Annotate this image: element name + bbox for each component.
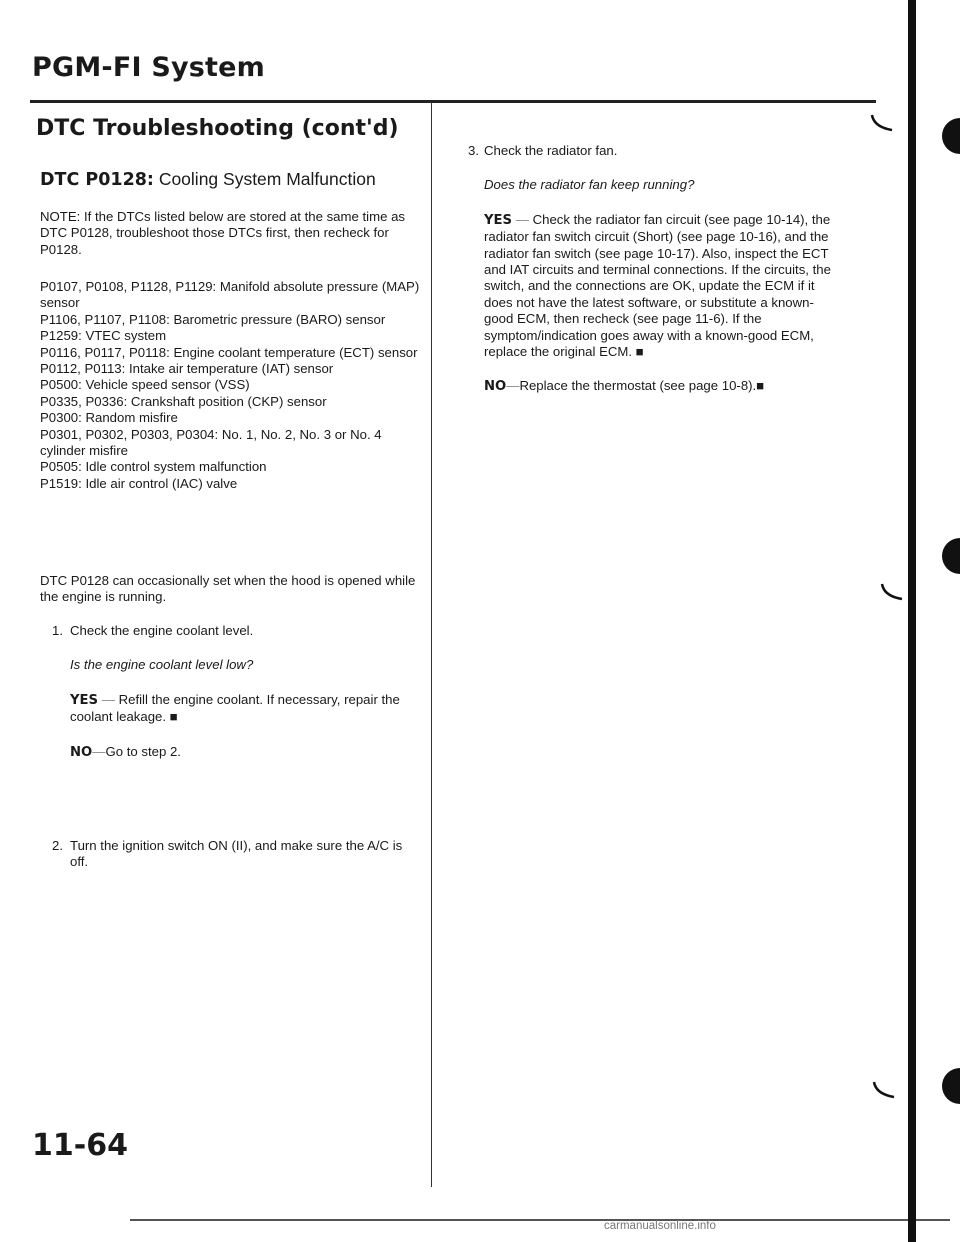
yes-answer: YES — Refill the engine coolant. If necessary, repair the coolant leakage. ■ xyxy=(70,691,400,725)
tab-marker-middle xyxy=(942,538,960,574)
no-answer: NO—Replace the thermostat (see page 10-8).■ xyxy=(484,378,765,395)
yes-text: Refill the engine coolant. If necessary, repair the coolant leakage. xyxy=(70,691,400,725)
section-title: PGM-FI System xyxy=(32,52,265,83)
step-number: 3. xyxy=(468,143,479,158)
dtc-description: Cooling System Malfunction xyxy=(158,169,376,189)
list-item: P1106, P1107, P1108: Barometric pressure (BARO) sensor xyxy=(40,311,386,327)
tab-marker-bottom xyxy=(942,1068,960,1104)
list-item: P0301, P0302, P0303, P0304: No. 1, No. 2, No. 3 or No. 4 cylinder misfire xyxy=(40,426,382,459)
step-instruction: Check the engine coolant level. xyxy=(70,623,254,638)
end-mark: ■ xyxy=(756,378,765,394)
step-1 xyxy=(52,623,418,761)
corner-mark-middle xyxy=(880,582,910,602)
step-2 xyxy=(52,838,418,871)
no-text: Go to step 2. xyxy=(105,743,181,759)
end-mark: ■ xyxy=(635,344,644,360)
list-item: P0116, P0117, P0118: Engine coolant temperature (ECT) sensor xyxy=(40,344,418,360)
related-dtc-list xyxy=(40,279,424,492)
yes-label: YES xyxy=(70,692,99,708)
page-subtitle: DTC Troubleshooting (cont'd) xyxy=(36,116,399,141)
dtc-note: NOTE: If the DTCs listed below are stored at the same time as DTC P0128, troubleshoot those DTCs first, then recheck for P0128. xyxy=(40,209,405,257)
tab-marker-top xyxy=(942,118,960,154)
no-label: NO xyxy=(70,744,93,760)
step-question: Is the engine coolant level low? xyxy=(70,657,254,673)
step-number: 2. xyxy=(52,838,63,853)
list-item: P0112, P0113: Intake air temperature (IAT) sensor xyxy=(40,361,334,377)
title-rule xyxy=(30,100,876,103)
yes-answer: YES — Check the radiator fan circuit (see page 10-14), the radiator fan switch circuit (Short) (see page 10-16), and the radiator fan switch (see page 10-17). Also, inspect the ECT and IAT circuits and terminal connections. If the circuits, the switch, and the connections are OK, update the ECM if it does not have the latest software, or substitute a known-good ECM, then recheck (see page 11-6). If the symptom/indication goes away with a known-good ECM, replace the original ECM. ■ xyxy=(484,211,831,360)
list-item: P0500: Vehicle speed sensor (VSS) xyxy=(40,377,250,393)
no-label: NO xyxy=(484,379,507,395)
step-number: 1. xyxy=(52,623,63,638)
hood-note: DTC P0128 can occasionally set when the hood is opened while the engine is running. xyxy=(40,573,416,605)
yes-text: Check the radiator fan circuit (see page 10-14), the radiator fan switch circuit (Short) (see page 10-16), and the radiator fan switch (see page 10-17). Also, inspect the ECT and IAT circuits and terminal connections. If the circuits, the switch, and the connections are OK, update the ECM if it does not have the latest software, or substitute a known-good ECM, then recheck (see page 11-6). If the symptom/indication goes away with a known-good ECM, replace the original ECM. xyxy=(484,211,831,360)
footer-rule xyxy=(130,1219,950,1221)
end-mark: ■ xyxy=(169,709,178,725)
list-item: P0505: Idle control system malfunction xyxy=(40,459,267,475)
page-number: 11-64 xyxy=(32,1128,128,1163)
list-item: P1259: VTEC system xyxy=(40,328,167,344)
yes-label: YES xyxy=(484,212,513,228)
step-instruction: Check the radiator fan. xyxy=(484,143,618,158)
step-question: Does the radiator fan keep running? xyxy=(484,177,695,193)
no-answer: NO—Go to step 2. xyxy=(70,743,181,760)
dtc-heading xyxy=(40,169,376,190)
list-item: P0335, P0336: Crankshaft position (CKP) sensor xyxy=(40,393,327,409)
watermark: carmanualsonline.info xyxy=(604,1220,716,1232)
list-item: P0300: Random misfire xyxy=(40,410,178,426)
column-divider xyxy=(431,102,432,1187)
step-3 xyxy=(468,143,838,396)
corner-mark-top xyxy=(870,113,900,133)
list-item: P1519: Idle air control (IAC) valve xyxy=(40,475,238,491)
no-text: Replace the thermostat (see page 10-8). xyxy=(519,378,757,394)
step-instruction: Turn the ignition switch ON (II), and make sure the A/C is off. xyxy=(70,838,403,870)
dtc-code: DTC P0128: xyxy=(40,170,154,190)
list-item: P0107, P0108, P1128, P1129: Manifold absolute pressure (MAP) sensor xyxy=(40,279,420,311)
corner-mark-bottom xyxy=(872,1080,902,1100)
binding-edge-bar xyxy=(908,0,916,1242)
